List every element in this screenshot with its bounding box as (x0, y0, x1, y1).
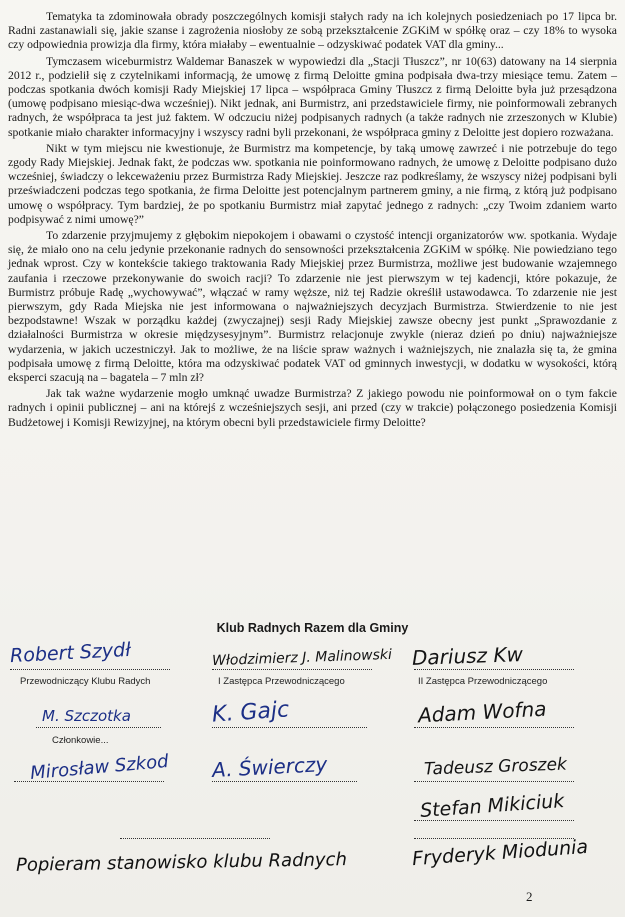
paragraph-2: Tymczasem wiceburmistrz Waldemar Banaszek w wypowiedzi dla „Stacji Tłuszcz”, nr 10(63) datowany na 14 sierpnia 2012 r., podzielił się z czytelnikami informacją, że umowę z firmą Deloitte gmina podpisała dwa-trzy miesiące temu. Zatem – podczas spotkania dwóch komisji Rady Miejskiej 17 lipca – współpraca Gminy Tłuszcz z firmą Deloitte była już przesądzona (umowę podpisano miesiąc-dwa wcześniej). Nikt jednak, ani Burmistrz, ani przedstawiciele firmy, nie poinformowali zebranych radnych, że współpraca ta jest już faktem. W odczuciu niżej podpisanych radnych (a także radnych nie zrzeszonych w Klubie) spotkanie miało charakter informacyjny i wszyscy radni byli przekonani, że współpraca gminy z Deloitte jest dopiero rozważana. (8, 54, 617, 139)
signature-member: K. Gajc (211, 697, 290, 728)
signature-line (212, 781, 357, 782)
letter-body (8, 10, 617, 432)
paragraph-1: Tematyka ta zdominowała obrady poszczególnych komisji stałych rady na ich kolejnych posiedzeniach po 17 lipca br. Radni zastanawiali się, jakie szanse i zagrożenia niosłoby ze sobą przekształcenie ZGKiM w spółkę oraz – czy 18% to wysoka czy odpowiednia prowizja dla firmy, która miałaby – ewentualnie – odzyskiwać podatek VAT dla gminy... (8, 10, 617, 52)
signature-line (414, 781, 574, 782)
signature-line (414, 727, 574, 728)
signature-line (212, 669, 372, 670)
signature-member: Tadeusz Groszek (423, 754, 568, 780)
paragraph-4: To zdarzenie przyjmujemy z głębokim niepokojem i obawami o czystość intencji organizatorów ww. spotkania. Wydaje się, że miało ono na celu jedynie przekonanie radnych do sensowności przekształcenia ZGKiM w spółkę. Nie powiedziano tego jednak wprost. Czy w kontekście takiego traktowania Rady Miejskiej przez Burmistrza, możliwe jest budowanie wzajemnego zaufania i rzeczowe przekonywanie do swoich racji? To zdarzenie nie jest pierwszym w tej kadencji, które pokazuje, że Burmistrz próbuje Radę „wychowywać”, włączać w ramy węższe, niż tej Radzie określił ustawodawca. To zdarzenie nie jest pierwszym, gdy Rada Miejska nie jest informowana o najważniejszych decyzjach Burmistrza. Stwierdzenie to nie jest bezpodstawne! Wszak w porządku każdej (zwyczajnej) sesji Rady Miejskiej zawsze obecny jest punkt „Sprawozdanie z działalności Burmistrza w okresie międzysesyjnym”. Burmistrz relacjonuje zwykle (nieraz dzień po dniu) najważniejsze wydarzenia, w jakich uczestniczył. Jak to możliwe, że na liście spraw ważnych i ważniejszych, nie znalazła się ta, że gmina podpisała umowę z firmą Deloitte, która ma odzyskiwać podatek VAT od gminnych inwestycji, w dodatku w wysokości, którą eksperci szacują na – bagatela – 7 mln zł? (8, 229, 617, 385)
signature-line (14, 781, 164, 782)
signature-deputy-1: Włodzimierz J. Malinowski (211, 646, 393, 670)
signature-line (414, 820, 574, 821)
signature-member: A. Świerczy (211, 752, 328, 782)
paragraph-5: Jak tak ważne wydarzenie mogło umknąć uwadze Burmistrza? Z jakiego powodu nie poinformował on o tym fakcie radnych i opinii publicznej – ani na którejś z wcześniejszych sesji, ani przed (czy w trakcie) połączonego posiedzenia Komisji Budżetowej i Komisji Rewizyjnej, na którym obecni byli przedstawiciele firmy Deloitte? (8, 387, 617, 429)
signature-line (414, 669, 574, 670)
paragraph-3: Nikt w tym miejscu nie kwestionuje, że Burmistrz ma kompetencje, by taką umowę zawrzeć i nie potrzebuje do tego zgody Rady Miejskiej. Jednak fakt, że podczas ww. spotkania nie poinformowano radnych, że umowę z Deloitte podpisano dużo wcześniej, świadczy o lekceważeniu przez Burmistrza Rady Miejskiej. Jeszcze raz podkreślamy, że wszyscy niżej podpisani byli przeświadczeni podczas tego spotkania, że firma Deloitte jest potencjalnym partnerem gminy, a nie firmą, z którą już podpisano umowę o współpracy. Tym bardziej, że po spotkaniu Burmistrz miał zapytać jednego z radnych: „czy Twoim zdaniem warto podpisywać z nimi umowę?” (8, 141, 617, 226)
signature-line (212, 727, 367, 728)
signature-member: Mirosław Szkod (29, 750, 170, 785)
signature-member: Adam Wofna (417, 696, 548, 728)
page-number: 2 (526, 889, 533, 904)
note-signature: Fryderyk Miodunia (411, 835, 589, 871)
signature-member: M. Szczotka (42, 707, 131, 725)
signature-member: Stefan Mikiciuk (419, 789, 565, 823)
signature-line (36, 727, 161, 728)
club-title: Klub Radnych Razem dla Gminy (216, 621, 409, 635)
caption-chairman: Przewodniczący Klubu Radych (20, 676, 151, 687)
signature-deputy-2: Dariusz Kw (411, 642, 524, 670)
handwritten-note: Popieram stanowisko klubu Radnych (15, 849, 348, 876)
caption-deputy-2: II Zastępca Przewodniczącego (418, 676, 548, 687)
signature-chairman: Robert Szydł (9, 638, 132, 668)
signature-line (120, 838, 270, 839)
signature-line (10, 669, 170, 670)
caption-deputy-1: I Zastępca Przewodniczącego (218, 676, 345, 687)
caption-members: Członkowie... (52, 735, 109, 746)
